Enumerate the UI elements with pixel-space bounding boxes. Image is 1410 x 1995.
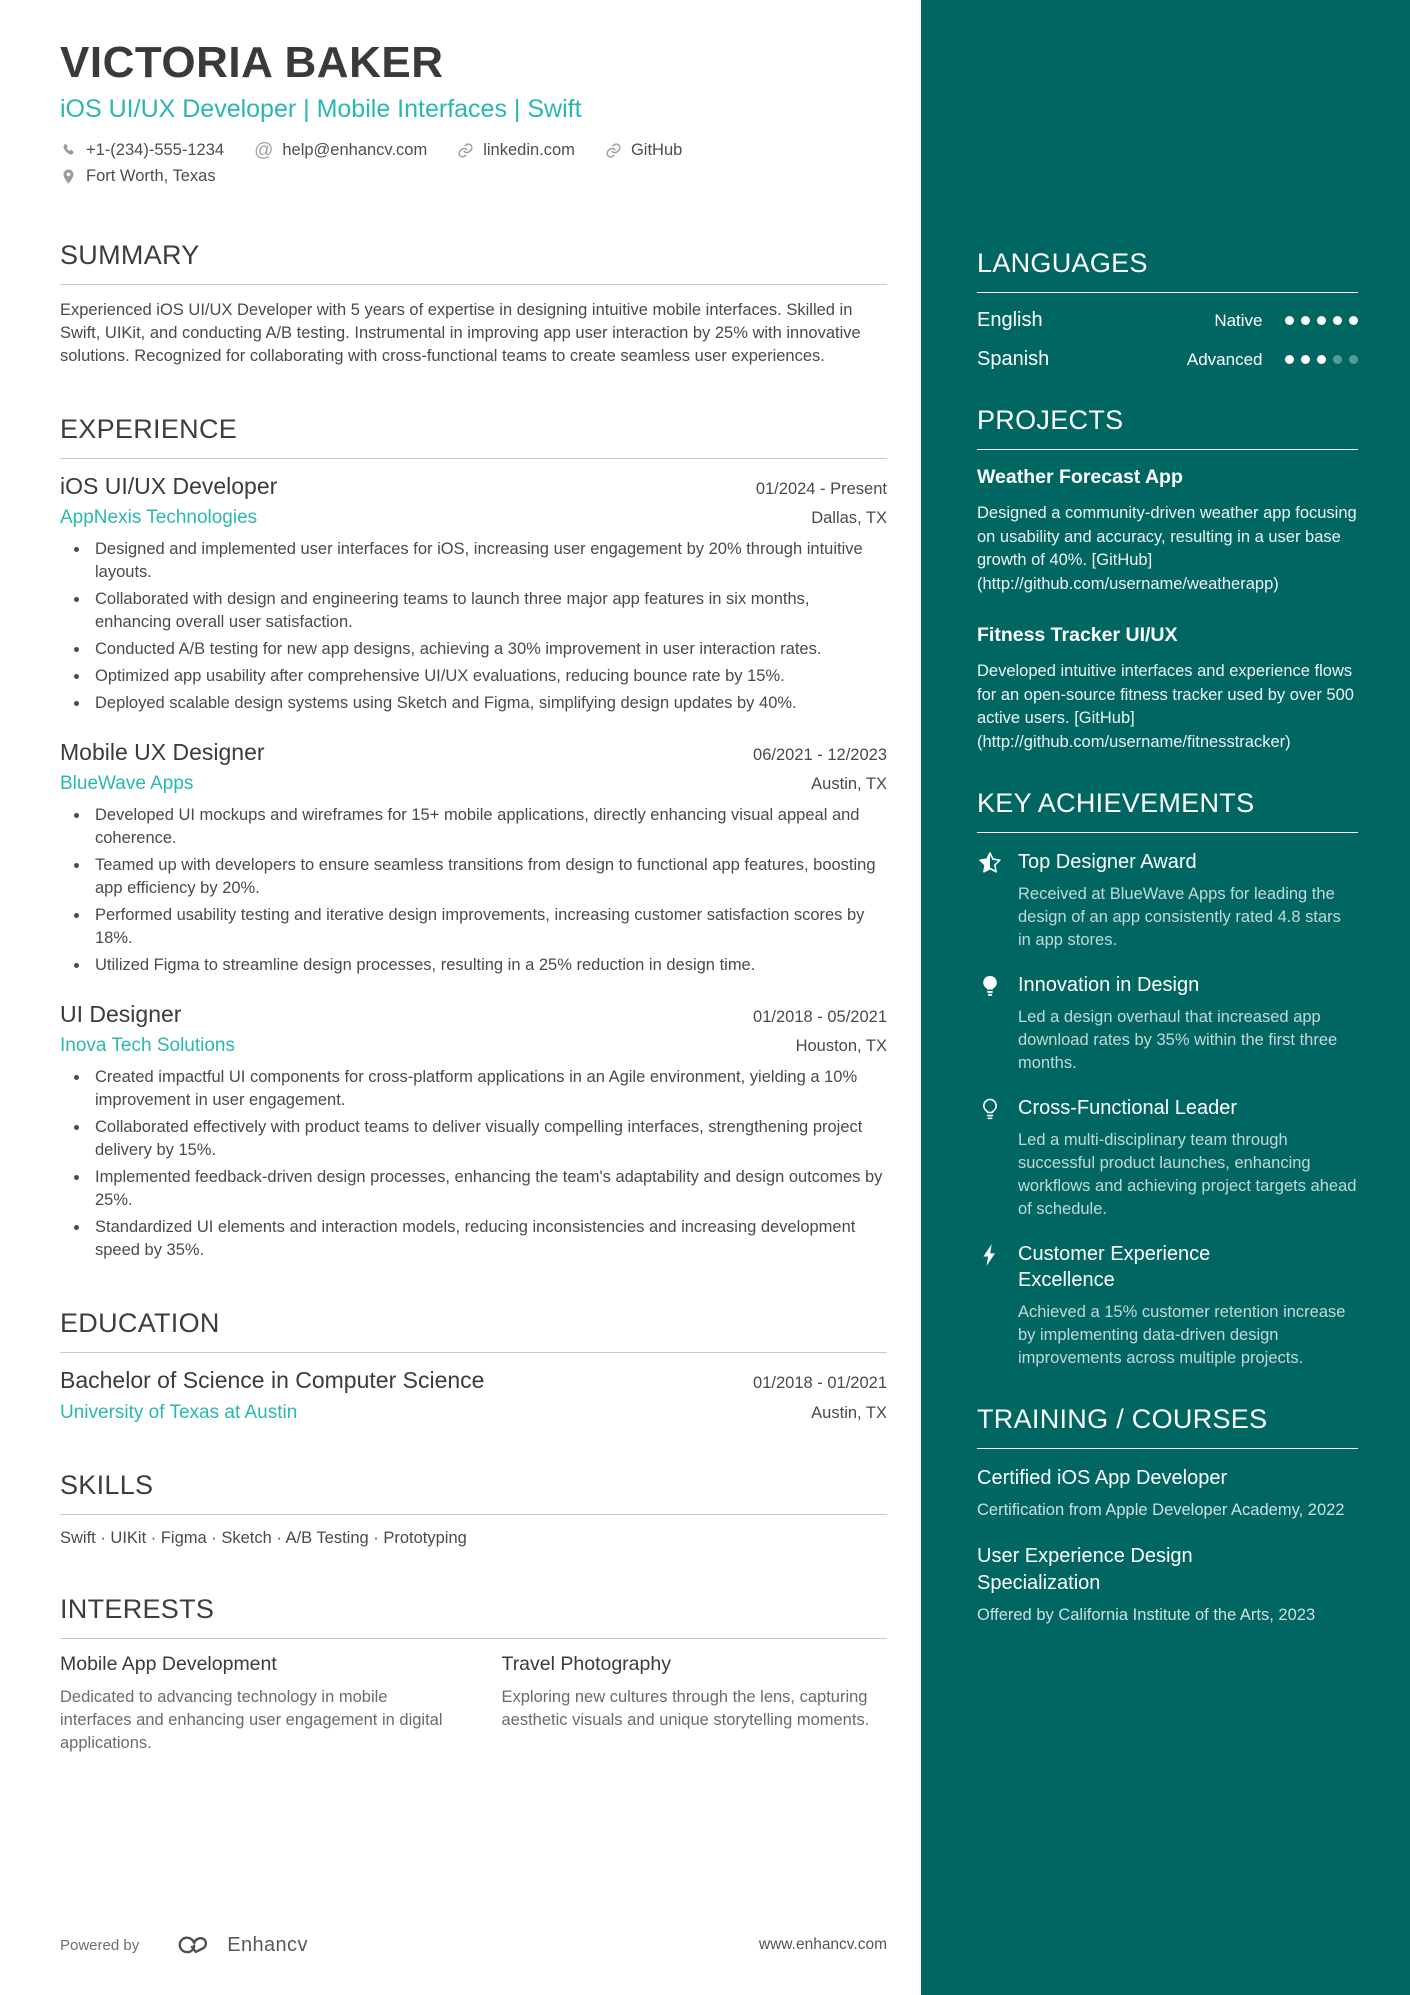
achievement-description: Received at BlueWave Apps for leading the design of an app consistently rated 4.8 stars in app stores.: [1018, 885, 1341, 949]
phone-item: [60, 141, 224, 160]
languages-heading: LANGUAGES: [977, 248, 1358, 293]
achievement-item: [977, 1095, 1358, 1221]
project-title: Weather Forecast App: [977, 466, 1183, 488]
github-value: GitHub: [630, 141, 683, 159]
bullet: Designed and implemented user interfaces for iOS, increasing user engagement by 20% through intuitive layouts.: [60, 538, 887, 584]
experience-entry: [60, 473, 887, 715]
interests-section: [60, 1594, 887, 1755]
interests-heading: INTERESTS: [60, 1594, 887, 1639]
interest-item: [502, 1653, 888, 1755]
bullet: Utilized Figma to streamline design processes, resulting in a 25% reduction in design time.: [60, 954, 887, 977]
experience-heading: EXPERIENCE: [60, 414, 887, 459]
achievement-title: Top Designer Award: [1018, 851, 1197, 873]
interest-item: [60, 1653, 446, 1755]
job-dates: 01/2018 - 05/2021: [753, 1008, 887, 1026]
project-title: Fitness Tracker UI/UX: [977, 624, 1178, 646]
education-heading: EDUCATION: [60, 1308, 887, 1353]
contact-row: [60, 141, 887, 160]
bolt-icon: [977, 1242, 1003, 1268]
bullet: Standardized UI elements and interaction models, reducing inconsistencies and increasing development speed by 35%.: [60, 1216, 887, 1262]
contact-row-location: [60, 167, 887, 186]
job-bullets: [60, 804, 887, 977]
language-level-dots: [1285, 316, 1359, 326]
course-title: User Experience Design Specialization: [977, 1545, 1193, 1594]
bullet: Optimized app usability after comprehensive UI/UX evaluations, reducing bounce rate by 15%.: [60, 665, 887, 688]
achievement-item: [977, 1241, 1358, 1370]
course-description: Certification from Apple Developer Academy, 2022: [977, 1501, 1345, 1519]
language-row: [977, 309, 1358, 332]
course-item: [977, 1465, 1358, 1522]
education-location: Austin, TX: [811, 1404, 887, 1422]
job-bullets: [60, 538, 887, 715]
interest-description: Dedicated to advancing technology in mobile interfaces and enhancing user engagement in digital applications.: [60, 1688, 443, 1752]
linkedin-item[interactable]: [457, 141, 575, 160]
languages-section: [977, 248, 1358, 371]
footer: [60, 1931, 887, 1959]
language-level: Advanced: [1186, 349, 1263, 369]
education-dates: 01/2018 - 01/2021: [753, 1374, 887, 1392]
achievement-item: [977, 972, 1358, 1075]
bullet: Developed UI mockups and wireframes for 15+ mobile applications, directly enhancing visual appeal and coherence.: [60, 804, 887, 850]
achievements-heading: KEY ACHIEVEMENTS: [977, 788, 1358, 833]
powered-by-label: Powered by: [60, 1936, 140, 1954]
training-heading: TRAINING / COURSES: [977, 1404, 1358, 1449]
language-name: Spanish: [977, 348, 1050, 370]
language-level-dots: [1285, 355, 1359, 365]
project-description: Designed a community-driven weather app focusing on usability and accuracy, resulting in a user base growth of 40%. [GitHub] (http://github.com/username/weatherapp): [977, 504, 1357, 593]
bullet: Performed usability testing and iterative design improvements, increasing customer satisfaction scores by 18%.: [60, 904, 887, 950]
company-name: AppNexis Technologies: [60, 507, 258, 528]
language-name: English: [977, 309, 1043, 331]
achievements-section: [977, 788, 1358, 1370]
language-row: [977, 348, 1358, 371]
projects-heading: PROJECTS: [977, 405, 1358, 450]
github-item[interactable]: [605, 141, 682, 160]
headline: iOS UI/UX Developer | Mobile Interfaces | Swift: [60, 95, 582, 123]
job-location: Houston, TX: [795, 1037, 887, 1055]
summary-section: [60, 240, 887, 368]
company-name: BlueWave Apps: [60, 773, 194, 794]
interest-title: Travel Photography: [501, 1653, 671, 1675]
projects-section: [977, 405, 1358, 754]
achievement-title: Cross-Functional Leader: [1018, 1097, 1237, 1119]
summary-heading: SUMMARY: [60, 240, 887, 285]
bullet: Created impactful UI components for cross-platform applications in an Agile environment, yielding a 10% improvement in user engagement.: [60, 1066, 887, 1112]
job-dates: 01/2024 - Present: [755, 480, 887, 498]
bullet: Implemented feedback-driven design processes, enhancing the team's adaptability and design outcomes by 25%.: [60, 1166, 887, 1212]
training-section: [977, 1404, 1358, 1627]
bulb-outline-icon: [977, 1096, 1003, 1122]
star-icon: [977, 850, 1003, 876]
sidebar: [921, 0, 1410, 1995]
job-title: iOS UI/UX Developer: [60, 473, 278, 499]
experience-section: [60, 414, 887, 1262]
achievement-description: Led a design overhaul that increased app download rates by 35% within the first three months.: [1018, 1008, 1338, 1072]
location-pin-icon: [60, 168, 77, 185]
language-level: Native: [1214, 310, 1263, 330]
job-title: Mobile UX Designer: [60, 739, 265, 765]
phone-icon: [60, 142, 77, 159]
location-value: Fort Worth, Texas: [86, 167, 216, 185]
job-bullets: [60, 1066, 887, 1262]
interest-description: Exploring new cultures through the lens, capturing aesthetic visuals and unique storytelling moments.: [501, 1688, 870, 1729]
skills-list: Swift · UIKit · Figma · Sketch · A/B Testing · Prototyping: [60, 1529, 467, 1547]
brand-name[interactable]: Enhancv: [227, 1933, 308, 1956]
person-name: VICTORIA BAKER: [60, 38, 444, 87]
link-icon: [605, 142, 622, 159]
experience-entry: [60, 1001, 887, 1262]
skills-heading: SKILLS: [60, 1470, 887, 1515]
company-name: Inova Tech Solutions: [60, 1035, 235, 1056]
project-item: [977, 624, 1358, 754]
achievement-description: Achieved a 15% customer retention increase by implementing data-driven design improvements across multiple projects.: [1018, 1303, 1346, 1367]
achievement-description: Led a multi-disciplinary team through successful product launches, enhancing workflows and achieving project targets ahead of schedule.: [1018, 1131, 1357, 1218]
link-icon: [457, 142, 474, 159]
bullet: Deployed scalable design systems using Sketch and Figma, simplifying design updates by 40%.: [60, 692, 887, 715]
job-dates: 06/2021 - 12/2023: [753, 746, 887, 764]
location-item: [60, 167, 216, 186]
at-icon: @: [254, 140, 274, 161]
course-description: Offered by California Institute of the Arts, 2023: [977, 1606, 1316, 1624]
website-link[interactable]: www.enhancv.com: [758, 1936, 887, 1953]
bullet: Teamed up with developers to ensure seamless transitions from design to functional app features, boosting app efficiency by 20%.: [60, 854, 887, 900]
enhancv-logo-icon[interactable]: [175, 1931, 217, 1959]
bullet: Conducted A/B testing for new app designs, achieving a 30% improvement in user interaction rates.: [60, 638, 887, 661]
job-title: UI Designer: [60, 1001, 182, 1027]
linkedin-value: linkedin.com: [483, 141, 575, 159]
project-item: [977, 466, 1358, 596]
header: [60, 38, 887, 186]
degree: Bachelor of Science in Computer Science: [60, 1367, 485, 1393]
achievement-item: [977, 849, 1358, 952]
email-item[interactable]: [254, 141, 427, 160]
course-item: [977, 1543, 1358, 1627]
course-title: Certified iOS App Developer: [977, 1467, 1228, 1489]
project-description: Developed intuitive interfaces and experience flows for an open-source fitness tracker used by over 500 active users. [GitHub] (http://github.com/username/fitnesstracker): [977, 662, 1354, 751]
job-location: Austin, TX: [811, 775, 887, 793]
job-location: Dallas, TX: [811, 509, 887, 527]
experience-entry: [60, 739, 887, 977]
achievement-title: Customer Experience Excellence: [1018, 1243, 1211, 1291]
phone-value: +1-(234)-555-1234: [86, 141, 225, 159]
education-section: [60, 1308, 887, 1424]
bullet: Collaborated with design and engineering teams to launch three major app features in six months, enhancing overall user satisfaction.: [60, 588, 887, 634]
bulb-filled-icon: [977, 973, 1003, 999]
summary-text: Experienced iOS UI/UX Developer with 5 years of expertise in designing intuitive mobile interfaces. Skilled in Swift, UIKit, and conducting A/B testing. Instrumental in improving app user interaction by 25% with innovative solutions. Recognized for collaborating with cross-functional teams to create seamless user experiences.: [60, 301, 861, 365]
email-value: help@enhancv.com: [282, 141, 428, 159]
skills-section: [60, 1470, 887, 1548]
interest-title: Mobile App Development: [60, 1653, 277, 1675]
achievement-title: Innovation in Design: [1018, 974, 1200, 996]
bullet: Collaborated effectively with product teams to deliver visually compelling interfaces, strengthening project delivery by 15%.: [60, 1116, 887, 1162]
school-name: University of Texas at Austin: [60, 1402, 298, 1423]
